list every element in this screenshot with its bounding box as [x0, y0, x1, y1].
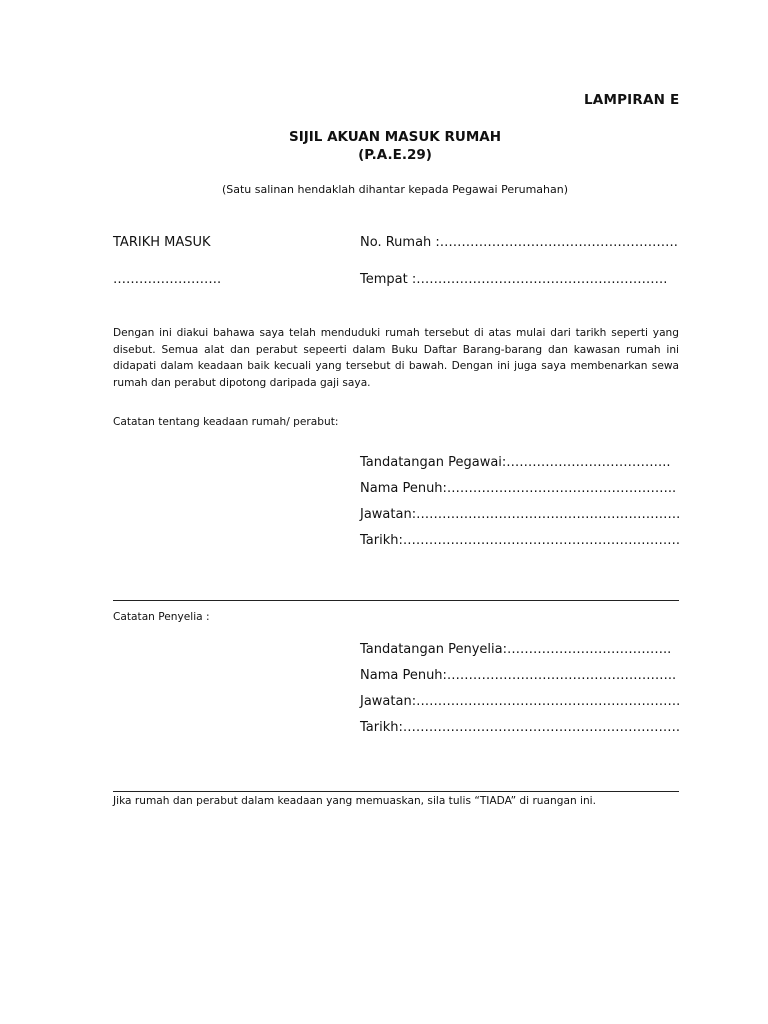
- form-code: (P.A.E.29): [358, 147, 432, 163]
- place-field[interactable]: Tempat :………………………………………………….: [360, 272, 668, 287]
- officer-date-field[interactable]: Tarikh:……………………………………………………….: [360, 533, 680, 548]
- house-number-field[interactable]: No. Rumah :……………………………………………….: [360, 235, 678, 250]
- section-divider: [113, 791, 679, 792]
- supervisor-name-field[interactable]: Nama Penuh:……………………………………………..: [360, 668, 677, 683]
- footer-note: Jika rumah dan perabut dalam keadaan yang memuaskan, sila tulis “TIADA” di ruangan ini.: [113, 795, 596, 807]
- supervisor-position-field[interactable]: Jawatan:…………………………………………………….: [360, 694, 681, 709]
- appendix-label: LAMPIRAN E: [584, 92, 680, 108]
- form-subtitle: (Satu salinan hendaklah dihantar kepada Pegawai Perumahan): [221, 183, 569, 196]
- section-divider: [113, 600, 679, 601]
- declaration-paragraph: Dengan ini diakui bahawa saya telah menduduki rumah tersebut di atas mulai dari tarikh seperti yang disebut. Semua alat dan perabut sepeerti dalam Buku Daftar Barang-barang dan kawasan rumah ini didapati dalam keadaan baik kecuali yang tersebut di bawah. Dengan ini juga saya membenarkan sewa rumah dan perabut dipotong daripada gaji saya.: [113, 327, 679, 389]
- supervisor-date-field[interactable]: Tarikh:……………………………………………………….: [360, 720, 680, 735]
- form-title: SIJIL AKUAN MASUK RUMAH: [288, 129, 502, 145]
- notes-label: Catatan tentang keadaan rumah/ perabut:: [113, 416, 339, 428]
- supervisor-signature-field[interactable]: Tandatangan Penyelia:………………………………..: [360, 642, 672, 657]
- officer-position-field[interactable]: Jawatan:…………………………………………………….: [360, 507, 681, 522]
- officer-signature-field[interactable]: Tandatangan Pegawai:………………………………..: [360, 455, 671, 470]
- entry-date-field[interactable]: …………………….: [113, 272, 222, 287]
- supervisor-notes-label: Catatan Penyelia :: [113, 611, 210, 623]
- officer-name-field[interactable]: Nama Penuh:……………………………………………..: [360, 481, 677, 496]
- entry-date-label: TARIKH MASUK: [113, 235, 211, 250]
